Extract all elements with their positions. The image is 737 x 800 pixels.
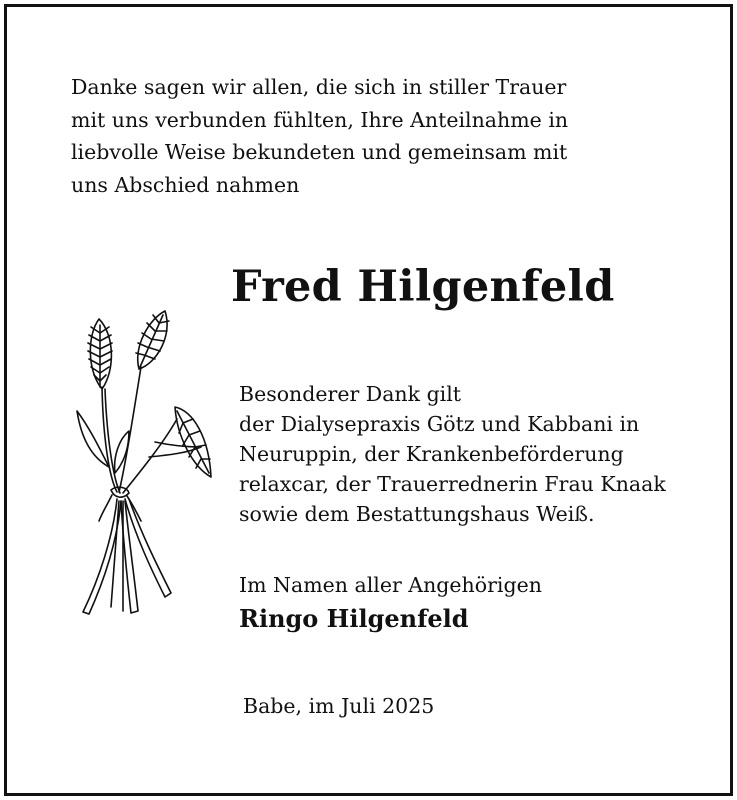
deceased-name: Fred Hilgenfeld [231,262,615,312]
intro-line: Danke sagen wir allen, die sich in stiller Trauer [71,75,567,99]
thanks-line: Besonderer Dank gilt [239,382,462,406]
intro-line: mit uns verbunden fühlten, Ihre Anteilnahme in [71,107,569,132]
obituary-frame [4,4,733,796]
signer-name: Ringo Hilgenfeld [239,604,469,633]
intro-text [71,71,671,201]
wheat-bundle-icon [69,307,219,622]
thanks-line: relaxcar, der Trauerrednerin Frau Knaak [239,472,666,496]
thanks-line: sowie dem Bestattungshaus Weiß. [239,502,595,526]
intro-line: uns Abschied nahmen [71,172,300,197]
place-date: Babe, im Juli 2025 [243,694,435,718]
thanks-line: Neuruppin, der Krankenbeförderung [239,442,624,466]
thanks-text [239,379,719,529]
intro-line: liebvolle Weise bekundeten und gemeinsam mit [71,140,568,164]
thanks-line: der Dialysepraxis Götz und Kabbani in [239,412,640,436]
signature-intro: Im Namen aller Angehörigen [239,573,542,597]
